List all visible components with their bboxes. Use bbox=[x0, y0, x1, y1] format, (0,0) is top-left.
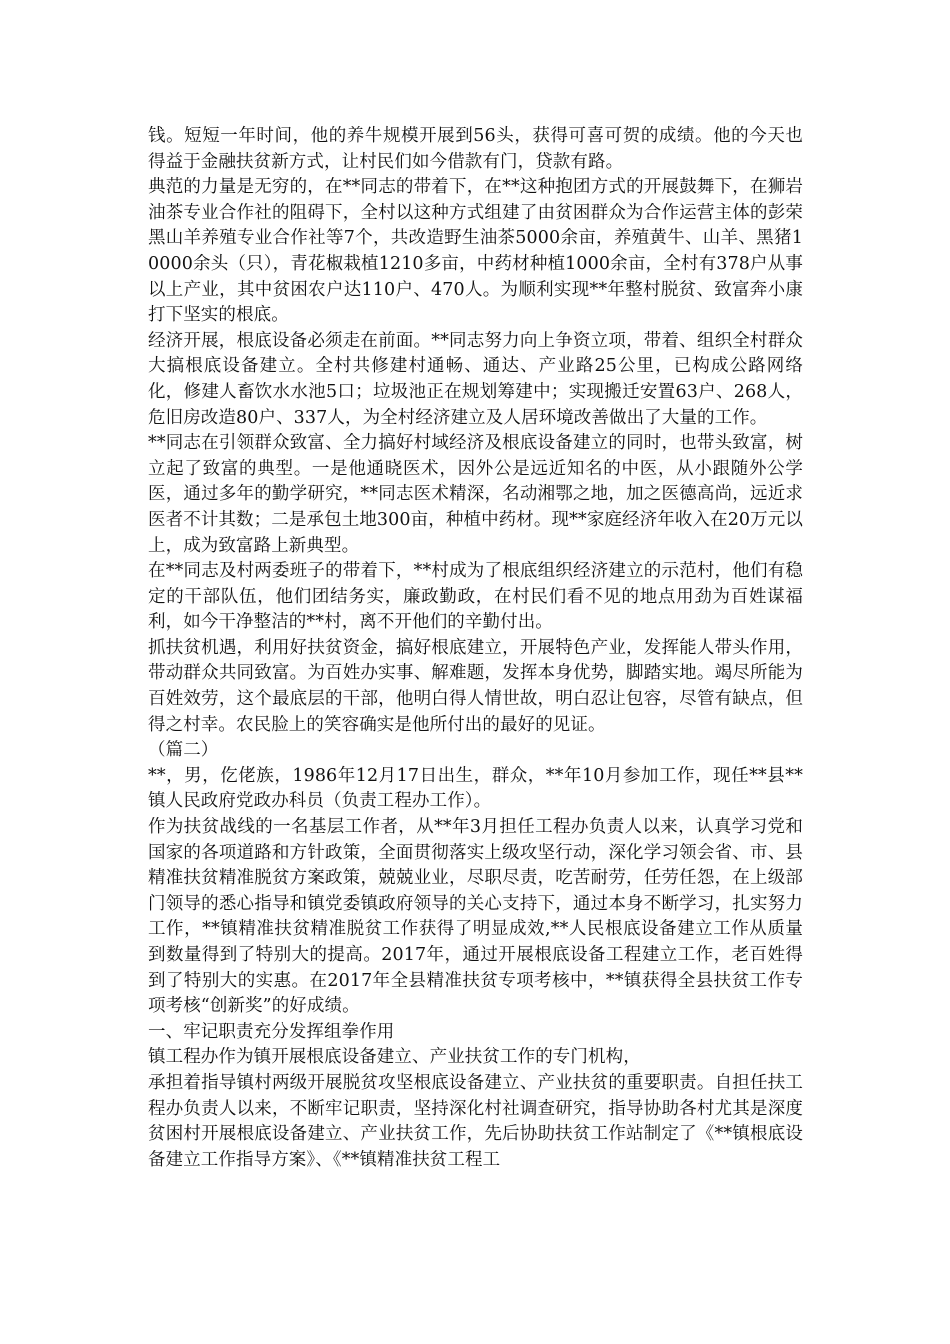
section-heading-part-two: （篇二） bbox=[148, 740, 219, 761]
paragraph-2: 典范的力量是无穷的，在**同志的带着下，在**这种抱团方式的开展鼓舞下，在狮岩油茶专业合作社的阻碍下，全村以这种方式组建了由贫困群众为合作运营主体的彭荣黑山羊养殖专业合作社等7个，共改造野生油茶5000余亩，养殖黄牛、山羊、黑猪10000余头（只），青花椒栽植1210多亩，中药材种植1000余亩，全村有378户从事以上产业，其中贫困农户达110户、470人。为顺利实现**年整村脱贫、致富奔小康打下坚实的根底。 bbox=[148, 177, 803, 326]
paragraph-3: 经济开展，根底设备必须走在前面。**同志努力向上争资立项，带着、组织全村群众大搞根底设备建立。全村共修建村通畅、通达、产业路25公里，已构成公路网络化，修建人畜饮水水池5口；垃圾池正在规划筹建中；实现搬迁安置63户、268人，危旧房改造80户、337人，为全村经济建立及人居环境改善做出了大量的工作。 bbox=[148, 330, 803, 428]
paragraph-12: 承担着指导镇村两级开展脱贫攻坚根底设备建立、产业扶贫的重要职责。自担任扶工程办负责人以来，不断牢记职责，坚持深化村社调查研究，指导协助各村尤其是深度贫困村开展根底设备建立、产业扶贫工作，先后协助扶贫工作站制定了《**镇根底设备建立工作指导方案》、《**镇精准扶贫工程工 bbox=[148, 1072, 803, 1170]
document-page bbox=[148, 124, 803, 1173]
paragraph-9: 作为扶贫战线的一名基层工作者，从**年3月担任工程办负责人以来，认真学习党和国家的各项道路和方针政策，全面贯彻落实上级攻坚行动，深化学习领会省、市、县精准扶贫精准脱贫方案政策，兢兢业业，尽职尽责，吃苦耐劳，任劳任怨，在上级部门领导的悉心指导和镇党委镇政府领导的关心支持下，通过本身不断学习，扎实努力工作，**镇精准扶贫精准脱贫工作获得了明显成效,**人民根底设备建立工作从质量到数量得到了特别大的提高。2017年，通过开展根底设备工程建立工作，老百姓得到了特别大的实惠。在2017年全县精准扶贫专项考核中，**镇获得全县扶贫工作专项考核“创新奖”的好成绩。 bbox=[148, 817, 803, 1017]
section-heading-one: 一、牢记职责充分发挥组拳作用 bbox=[148, 1021, 395, 1042]
paragraph-6: 抓扶贫机遇，利用好扶贫资金，搞好根底建立，开展特色产业，发挥能人带头作用，带动群众共同致富。为百姓办实事、解难题，发挥本身优势，脚踏实地。竭尽所能为百姓效劳，这个最底层的干部，他明白得人情世故，明白忍让包容，尽管有缺点，但得之村幸。农民脸上的笑容确实是他所付出的最好的见证。 bbox=[148, 637, 803, 735]
paragraph-5: 在**同志及村两委班子的带着下，**村成为了根底组织经济建立的示范村，他们有稳定的干部队伍，他们团结务实，廉政勤政，在村民们看不见的地点用劲为百姓谋福利，如今干净整洁的**村，离不开他们的辛勤付出。 bbox=[148, 561, 803, 633]
paragraph-1: 钱。短短一年时间，他的养牛规模开展到56头，获得可喜可贺的成绩。他的今天也得益于金融扶贫新方式，让村民们如今借款有门，贷款有路。 bbox=[148, 126, 803, 172]
paragraph-11: 镇工程办作为镇开展根底设备建立、产业扶贫工作的专门机构， bbox=[148, 1047, 641, 1068]
paragraph-8: **，男，仡佬族，1986年12月17日出生，群众，**年10月参加工作，现任**县**镇人民政府党政办科员（负责工程办工作）。 bbox=[148, 765, 803, 812]
paragraph-4: **同志在引领群众致富、全力搞好村域经济及根底设备建立的同时，也带头致富，树立起了致富的典型。一是他通晓医术，因外公是远近知名的中医，从小跟随外公学医，通过多年的勤学研究，**同志医术精深，名动湘鄂之地，加之医德高尚，远近求医者不计其数；二是承包土地300亩，种植中药材。现**家庭经济年收入在20万元以上，成为致富路上新典型。 bbox=[148, 433, 803, 556]
